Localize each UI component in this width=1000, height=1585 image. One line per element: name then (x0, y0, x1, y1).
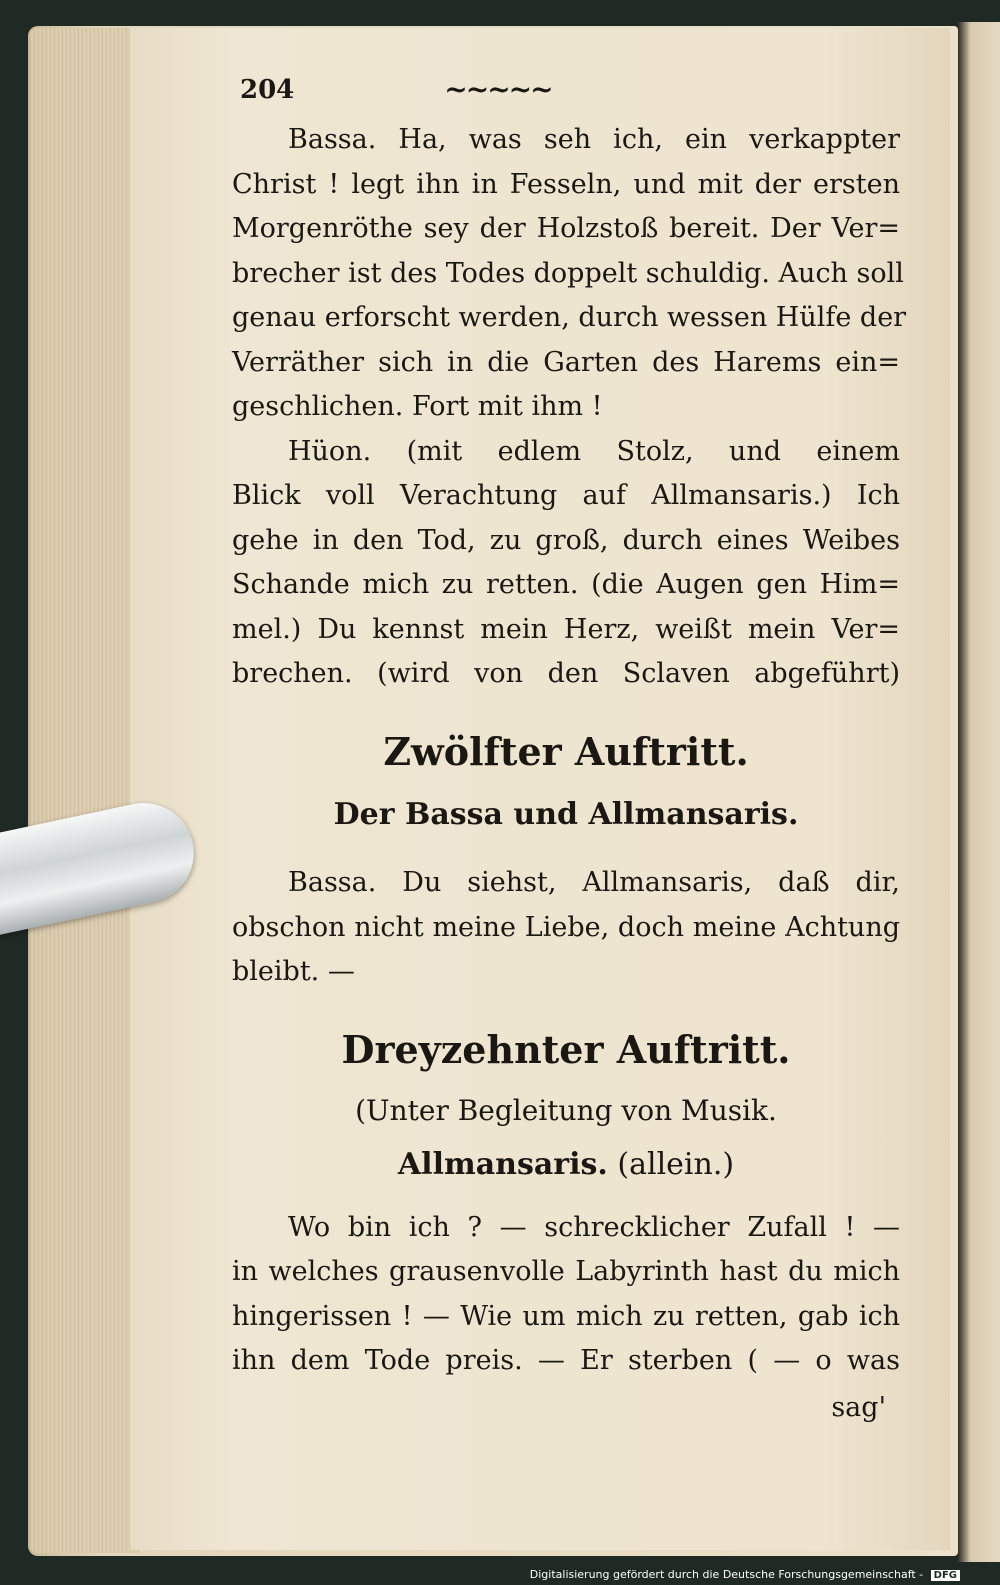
header-ornament: ~~~~~ (444, 72, 552, 106)
catchword: sag' (831, 1391, 886, 1423)
page-text (232, 70, 907, 1430)
scene-heading-13: Dreyzehnter Auftritt. (341, 1026, 791, 1072)
text-line: Christ ! legt ihn in Fesseln, und mit der ersten (232, 168, 900, 200)
text-line: mel.) Du kennst mein Herz, weißt mein Ver= (232, 613, 900, 645)
page-number: 204 (240, 74, 295, 105)
text-line: Morgenröthe sey der Holzstoß bereit. Der Ver= (232, 213, 900, 244)
text-line: gehe in den Tod, zu groß, durch eines Weibes (232, 524, 900, 556)
page-edges (30, 28, 140, 1553)
footer-text: Digitalisierung gefördert durch die Deutsche Forschungsgemeinschaft - (529, 1568, 924, 1581)
text-line: Schande mich zu retten. (die Augen gen Him= (232, 569, 900, 600)
scene-characters: Der Bassa und Allmansaris. (333, 796, 799, 832)
text-line: in welches grausenvolle Labyrinth hast du mich (232, 1256, 900, 1287)
text-line: Wo bin ich ? — schrecklicher Zufall ! — (288, 1211, 900, 1243)
text-line: obschon nicht meine Liebe, doch meine Achtung (232, 911, 900, 943)
paragraph-bassa-2 (232, 861, 900, 995)
speaker-name: Allmansaris. (397, 1147, 608, 1182)
scene-heading-12: Zwölfter Auftritt. (383, 728, 749, 774)
text-line: brechen. (wird von den Sclaven abgeführt) (232, 658, 900, 689)
text-line: geschlichen. Fort mit ihm ! (232, 391, 603, 422)
footer-credit (530, 1568, 960, 1581)
speaker-direction: (allein.) (617, 1147, 735, 1182)
paragraph-bassa-1 (232, 118, 907, 430)
text-line: Verräther sich in die Garten des Harems ein= (232, 346, 900, 378)
text-line: Bassa. Du siehst, Allmansaris, daß dir, (288, 867, 900, 898)
text-line: Hüon. (mit edlem Stolz, und einem (288, 435, 900, 467)
text-line: genau erforscht werden, durch wessen Hülfe der (232, 302, 907, 333)
paragraph-huon (232, 430, 900, 697)
text-line: Bassa. Ha, was seh ich, ein verkappter (288, 124, 900, 155)
text-line: ihn dem Tode preis. — Er sterben ( — o was (232, 1345, 900, 1376)
stage-direction: (Unter Begleitung von Musik. (355, 1093, 777, 1127)
paragraph-allmansaris (232, 1206, 900, 1384)
text-line: Blick voll Verachtung auf Allmansaris.) Ich (232, 480, 900, 511)
text-line: hingerissen ! — Wie um mich zu retten, gab ich (232, 1300, 900, 1332)
facing-page-edge (958, 22, 1000, 1562)
dfg-logo: DFG (931, 1570, 960, 1581)
speaker-line (232, 1143, 900, 1188)
text-line: brecher ist des Todes doppelt schuldig. Auch soll (232, 257, 904, 289)
text-line: bleibt. — (232, 956, 355, 987)
page-header (232, 70, 900, 110)
